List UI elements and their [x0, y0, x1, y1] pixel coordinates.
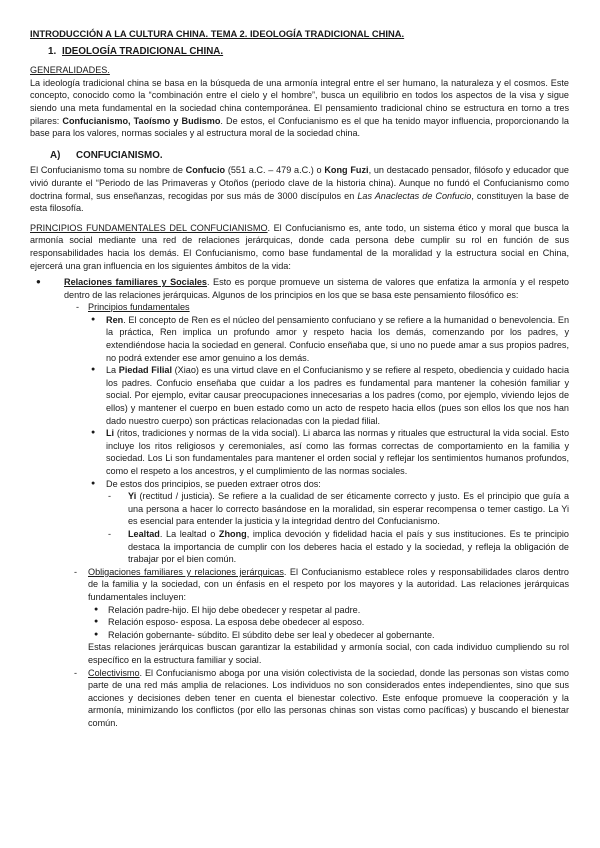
text-run: , implica devoción y fidelidad hacia el país y sus instituciones. Es te principio destaca la importancia de cumplir con los deberes hacia el estado y la sociedad, y refleja la obligación de trabajar por el bien común.	[128, 528, 569, 565]
text-run: De estos dos principios, se pueden extraer otros dos:	[106, 478, 321, 489]
bullet: ●	[91, 366, 96, 374]
section-heading-a	[50, 150, 569, 163]
bullet: ●	[91, 479, 96, 487]
dash: -	[108, 491, 112, 502]
text-run: . El Confucianismo establece roles y responsabilidades claros dentro de la familia y la sociedad, con un énfasis en el respeto por los mayores y la autoridad. Las relaciones jerárquicas fundamentales incluyen:	[88, 566, 569, 602]
text-run: , constituyen la base de esta filosofía.	[30, 190, 569, 214]
text-run: El Confucianismo toma su nombre de	[30, 165, 186, 176]
bullet: ●	[94, 605, 99, 613]
list-item-relacion-padre-hijo	[82, 604, 569, 617]
list-item-obligaciones	[68, 566, 569, 604]
yi-term: Yi	[128, 491, 137, 502]
text-run: (Xiao) es una virtud clave en el Confucianismo y se refiere al respeto, obediencia y cuidado hacia los padres. Confucio enseñaba que cuidar a los padres es fundamental para mantener la cohesión familiar y social. Por ejemplo, evitar causar preocupaciones innecesarias a los padres (como, por ejemplo, viviendo lejos de ellos) y mantener el cuerpo en buen estado como un acto de respeto hacia ellos (pues son ellos los que nos han dado nuestro cuerpo) son prácticas relacionadas con la piedad filial.	[106, 365, 569, 426]
text-run: Relación esposo- esposa. La esposa debe obedecer al esposo.	[108, 617, 365, 628]
text-run: La	[106, 365, 119, 376]
ren-term: Ren	[106, 314, 124, 325]
section-number: A)	[50, 149, 61, 161]
document-title: INTRODUCCIÓN A LA CULTURA CHINA. TEMA 2. IDEOLOGÍA TRADICIONAL CHINA.	[30, 28, 405, 39]
bullet: ●	[94, 630, 99, 638]
li-term: Li	[106, 428, 115, 439]
bullet: ●	[91, 429, 96, 437]
principios-paragraph	[30, 222, 569, 272]
text-run: . El Confucianismo es, ante todo, un sistema ético y moral que busca la armonía social mediante una red de relaciones jerárquicas, donde cada persona debe cumplir su rol en función de sus responsabilidades hacia los demás. El Confucianismo, como base fundamental de la moralidad y la estructura social en China, ejercerá una gran influencia en los siguientes ámbitos de la vida:	[30, 222, 569, 271]
text-run: Relación gobernante- súbdito. El súbdito debe ser leal y obedecer al gobernante.	[108, 629, 435, 640]
text-run: (rectitud / justicia). Se refiere a la cualidad de ser éticamente correcto y justo. Es el principio que guía a una persona a hacer lo correcto basándose en la moralidad, sin esperar recompensa o temer castigo. La Yi es esencial para entender la justicia y la integridad dentro del Confucianismo.	[128, 491, 569, 527]
analects-title: Las Anaclectas de Confucio	[357, 190, 472, 201]
confucio-term: Confucio	[185, 165, 226, 176]
principios-fundamentales-label: Principios fundamentales	[88, 302, 190, 313]
principios-heading: PRINCIPIOS FUNDAMENTALES DEL CONFUCIANISMO	[30, 222, 268, 233]
bullet: ●	[36, 277, 41, 287]
colectivismo-label: Colectivismo	[88, 667, 140, 678]
zhong-term: Zhong	[218, 528, 247, 539]
text-run: Relación padre-hijo. El hijo debe obedecer y respetar al padre.	[108, 604, 361, 615]
generalidades-paragraph	[30, 77, 569, 140]
bullet: ●	[91, 315, 96, 323]
list-item-principios-fundamentales	[70, 301, 569, 314]
list-item-li	[78, 427, 569, 477]
text-run: (551 a.C. – 479 a.C.) o	[225, 165, 325, 176]
list-item-relacion-gobernante-subdito	[82, 629, 569, 642]
list-item-relacion-esposo-esposa	[82, 616, 569, 629]
section-label: CONFUCIANISMO.	[76, 149, 163, 161]
relaciones-term: Relaciones familiares y Sociales	[64, 277, 207, 288]
piedad-filial-term: Piedad Filial	[118, 365, 172, 376]
kongfuzi-term: Kong Fuzi	[324, 165, 369, 176]
text-run: . Esto es porque promueve un sistema de valores que enfatiza la armonía y el respeto dentro de las relaciones jerárquicas. Algunos de los principios en los que se basa este pensamiento filosófico es:	[64, 277, 569, 300]
dash: -	[108, 528, 112, 539]
section-heading-1	[48, 46, 569, 59]
bullet: ●	[94, 618, 99, 626]
obligaciones-closing: Estas relaciones jerárquicas buscan garantizar la estabilidad y armonía social, con cada individuo cumpliendo su rol específico en la estructura familiar y social.	[88, 642, 569, 665]
list-item-piedad-filial	[78, 364, 569, 427]
text-run: (ritos, tradiciones y normas de la vida social). Li abarca las normas y rituales que estructural la vida social. Esto incluye los ritos religiosos y ceremoniales, así como las formas correctas de comportamiento en la familia y sociedad. Los Li son fundamentales para mantener el orden social y reflejar los sentimientos humanos profundos, como el respeto a los ancestros, y el cumplimiento de las normas sociales.	[106, 428, 569, 476]
section-label: IDEOLOGÍA TRADICIONAL CHINA.	[62, 45, 224, 57]
text-run: . El Confucianismo aboga por una visión colectivista de la sociedad, donde las personas son vistas como parte de una red más amplia de relaciones. Los individuos no son considerados entes independientes, sino que sus acciones y decisiones deben tener en cuenta el bienestar colectivo. Este enfoque promueve la cooperación y la armonía, minimizando los conflictos (por ello las personas chinas son vistas como pacíficas) y buscando el bienestar común.	[88, 667, 569, 728]
text-run: La ideología tradicional china se basa en la búsqueda de una armonía integral entre el ser humano, la naturaleza y el cosmos. Este concepto, conocido como la “combinación entre el cielo y el hombre”, busca un equilibrio en todos los aspectos de la visa y sigue siendo una meta fundamental en la sociedad china contemporánea. El pensamiento tradicional chino se estructura en torno a tres pilares:	[30, 77, 569, 126]
confucianismo-paragraph	[30, 164, 569, 214]
obligaciones-label: Obligaciones familiares y relaciones jerárquicas	[88, 566, 284, 577]
text-run: . De estos, el Confucianismo es el que ha tenido mayor influencia, proporcionando la base para los valores, normas sociales y al estructura moral de la sociedad china.	[30, 115, 569, 139]
pillars-term: Confucianismo, Taoísmo y Budismo	[62, 115, 221, 126]
list-item-yi	[102, 490, 569, 528]
section-number: 1.	[48, 45, 57, 57]
list-item-colectivismo	[68, 667, 569, 730]
text-run: , un destacado pensador, filósofo y educador que vivió durante el “Periodo de las Primaveras y Otoños (periodo clave de la historia china). Aunque no fundó el Confucianismo como doctrina formal, sus enseñanzas, recogidas por sus más de 3000 discípulos en	[30, 165, 569, 201]
list-item-derivados	[78, 478, 569, 491]
lealtad-term: Lealtad	[128, 528, 160, 539]
dash: -	[74, 667, 78, 678]
list-item-relaciones	[30, 276, 569, 301]
dash: -	[74, 566, 78, 577]
text-run: . El concepto de Ren es el núcleo del pensamiento confuciano y se refiere a la humanidad o benevolencia. En la práctica, Ren implica un profundo amor y respeto hacia los demás, comenzando por los padres, y extendiéndose hacia la sociedad en general. Confucio enseñaba que, si uno no puede amar a sus propios padres, no podrá extender ese amor genuino a los demás.	[106, 314, 569, 363]
text-run: . La lealtad o	[159, 528, 219, 539]
list-item-ren	[78, 314, 569, 364]
dash: -	[76, 302, 80, 313]
generalidades-heading: GENERALIDADES.	[30, 65, 110, 76]
list-item-lealtad	[102, 528, 569, 566]
